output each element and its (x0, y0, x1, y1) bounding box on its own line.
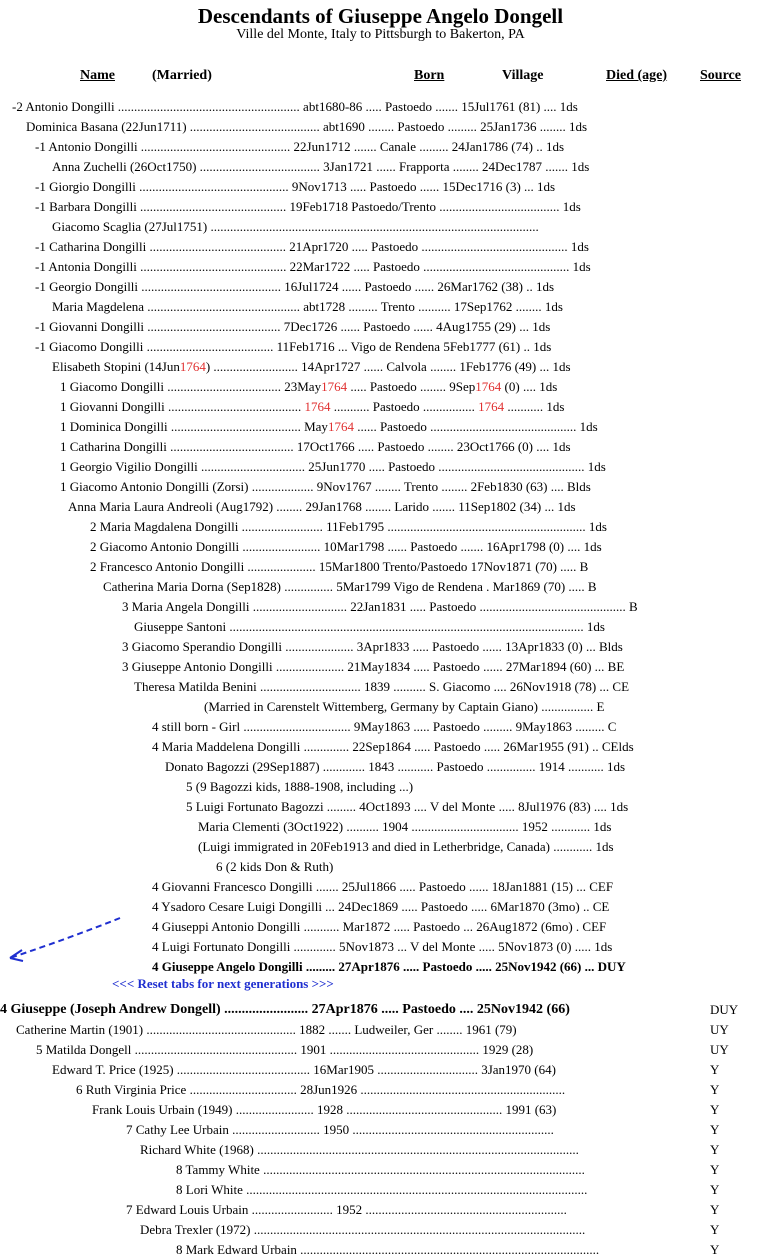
list-item: 2 Maria Magdalena Dongilli ......................... 11Feb1795 ............................................................. 1ds (90, 519, 607, 534)
source-cell: Y (710, 1162, 720, 1177)
header-married: (Married) (152, 68, 212, 83)
list-item: -1 Antonio Dongilli .............................................. 22Jun1712 ....... Canale ......... 24Jan1786 (74) .. 1ds (35, 139, 565, 154)
list-item: 4 still born - Girl ................................. 9May1863 ..... Pastoedo ......... 9May1863 ......... C (152, 719, 617, 734)
list-item: 1 Giacomo Antonio Dongilli (Zorsi) ................... 9Nov1767 ........ Trento ........ 2Feb1830 (63) .... Blds (60, 479, 591, 494)
header-name: Name (80, 68, 115, 83)
list-item: -1 Giovanni Dongilli ......................................... 7Dec1726 ...... Pastoedo ...... 4Aug1755 (29) ... 1ds (35, 319, 551, 334)
list-item: 1 Catharina Dongilli ...................................... 17Oct1766 ..... Pastoedo ........ 23Oct1766 (0) .... 1ds (60, 439, 571, 454)
list-item: -2 Antonio Dongilli ........................................................ abt1680-86 ..... Pastoedo ....... 15Jul1761 (81) .... 1ds (12, 99, 578, 114)
list-item: Elisabeth Stopini (14Jun1764) .......................... 14Apr1727 ...... Calvola ........ 1Feb1776 (49) ... 1ds (52, 359, 571, 374)
list-item: 8 Lori White ......................................................................................................... (176, 1182, 588, 1197)
list-item: Theresa Matilda Benini ............................... 1839 .......... S. Giacomo .... 26Nov1918 (78) ... CE (134, 679, 630, 694)
list-item: 1 Giacomo Dongilli ................................... 23May1764 ..... Pastoedo ........ 9Sep1764 (0) .... 1ds (60, 379, 558, 394)
list-item: 4 Luigi Fortunato Dongilli ............. 5Nov1873 ... V del Monte ..... 5Nov1873 (0) ..... 1ds (152, 939, 613, 954)
arrow-icon (0, 910, 140, 970)
source-cell: Y (710, 1142, 720, 1157)
list-item: -1 Catharina Dongilli .......................................... 21Apr1720 ..... Pastoedo ............................................. 1ds (35, 239, 589, 254)
list-item: 3 Giacomo Sperandio Dongilli ..................... 3Apr1833 ..... Pastoedo ...... 13Apr1833 (0) ... Blds (122, 639, 623, 654)
header-village: Village (502, 68, 544, 83)
list-item: 3 Giuseppe Antonio Dongilli ..................... 21May1834 ..... Pastoedo ...... 27Mar1894 (60) ... BE (122, 659, 625, 674)
list-item: Catherina Maria Dorna (Sep1828) ............... 5Mar1799 Vigo de Rendena . Mar1869 (70) ..... B (103, 579, 597, 594)
list-item: 6 Ruth Virginia Price ................................. 28Jun1926 ............................................................... (76, 1082, 566, 1097)
source-cell: Y (710, 1082, 720, 1097)
source-cell: Y (710, 1202, 720, 1217)
source-cell: UY (710, 1022, 729, 1037)
source-cell: DUY (710, 1002, 739, 1017)
list-item: Anna Maria Laura Andreoli (Aug1792) ........ 29Jan1768 ........ Larido ....... 11Sep1802 (34) ... 1ds (68, 499, 576, 514)
list-item: -1 Barbara Dongilli ............................................. 19Feb1718 Pastoedo/Trento ..................................... 1ds (35, 199, 581, 214)
list-item: 8 Tammy White ................................................................................................... (176, 1162, 585, 1177)
source-cell: Y (710, 1222, 720, 1237)
header-born: Born (414, 68, 445, 83)
reset-tabs-note: <<< Reset tabs for next generations >>> (112, 976, 334, 991)
list-item: 4 Giuseppe (Joseph Andrew Dongell) ........................ 27Apr1876 ..... Pastoedo .... 25Nov1942 (66) (0, 1002, 570, 1017)
list-item: 1 Giovanni Dongilli ......................................... 1764 ........... Pastoedo ................ 1764 ........... 1ds (60, 399, 565, 414)
list-item: Giacomo Scaglia (27Jul1751) ..................................................................................................... (52, 219, 539, 234)
list-item: Catherine Martin (1901) .............................................. 1882 ....... Ludweiler, Ger ........ 1961 (79) (16, 1022, 517, 1037)
list-item: 8 Mark Edward Urbain ............................................................................................ (176, 1242, 600, 1257)
source-cell: Y (710, 1102, 720, 1117)
list-item: 1 Dominica Dongilli ........................................ May1764 ...... Pastoedo ............................................. 1ds (60, 419, 598, 434)
list-item: 4 Giuseppe Angelo Dongilli ......... 27Apr1876 ..... Pastoedo ..... 25Nov1942 (66) ... DUY (152, 959, 626, 974)
list-item: 2 Giacomo Antonio Dongilli ........................ 10Mar1798 ...... Pastoedo ....... 16Apr1798 (0) .... 1ds (90, 539, 602, 554)
list-item: 4 Ysadoro Cesare Luigi Dongilli ... 24Dec1869 ..... Pastoedo ..... 6Mar1870 (3mo) .. CE (152, 899, 610, 914)
source-cell: UY (710, 1042, 729, 1057)
list-item: 7 Cathy Lee Urbain ........................... 1950 .............................................................. (126, 1122, 554, 1137)
list-item: -1 Antonia Dongilli ............................................. 22Mar1722 ..... Pastoedo ............................................. 1ds (35, 259, 591, 274)
list-item: -1 Giorgio Dongilli .............................................. 9Nov1713 ..... Pastoedo ...... 15Dec1716 (3) ... 1ds (35, 179, 556, 194)
list-item: Donato Bagozzi (29Sep1887) ............. 1843 ........... Pastoedo ............... 1914 ........... 1ds (165, 759, 626, 774)
source-cell: Y (710, 1182, 720, 1197)
list-item: Giuseppe Santoni ............................................................................................................. 1ds (134, 619, 605, 634)
list-item: 5 Luigi Fortunato Bagozzi ......... 4Oct1893 .... V del Monte ..... 8Jul1976 (83) .... 1ds (186, 799, 629, 814)
list-item: 4 Maria Maddelena Dongilli .............. 22Sep1864 ..... Pastoedo ..... 26Mar1955 (91) .. CElds (152, 739, 634, 754)
header-died: Died (age) (606, 68, 668, 83)
list-item: 4 Giovanni Francesco Dongilli ....... 25Jul1866 ..... Pastoedo ...... 18Jan1881 (15) ... CEF (152, 879, 614, 894)
list-item: Dominica Basana (22Jun1711) ........................................ abt1690 ........ Pastoedo ......... 25Jan1736 ........ 1ds (26, 119, 587, 134)
list-item: 4 Giuseppi Antonio Dongilli ........... Mar1872 ..... Pastoedo ... 26Aug1872 (6mo) . CEF (152, 919, 607, 934)
list-item: Maria Clementi (3Oct1922) .......... 1904 ................................. 1952 ............ 1ds (198, 819, 612, 834)
list-item: Frank Louis Urbain (1949) ........................ 1928 ................................................ 1991 (63) (92, 1102, 557, 1117)
list-item: Debra Trexler (1972) ...................................................................................................... (140, 1222, 586, 1237)
list-item: 7 Edward Louis Urbain ......................... 1952 .............................................................. (126, 1202, 567, 1217)
list-item: 3 Maria Angela Dongilli ............................. 22Jan1831 ..... Pastoedo ............................................. B (122, 599, 638, 614)
source-cell: Y (710, 1242, 720, 1257)
list-item: 6 (2 kids Don & Ruth) (216, 859, 334, 874)
header-source: Source (700, 68, 741, 83)
source-cell: Y (710, 1122, 720, 1137)
list-item: 2 Francesco Antonio Dongilli ..................... 15Mar1800 Trento/Pastoedo 17Nov1871 (70) ..... B (90, 559, 589, 574)
list-item: Edward T. Price (1925) ......................................... 16Mar1905 ............................... 3Jan1970 (64) (52, 1062, 556, 1077)
list-item: 5 Matilda Dongell .................................................. 1901 .............................................. 1929 (28) (36, 1042, 534, 1057)
list-item: Richard White (1968) ................................................................................................... (140, 1142, 579, 1157)
list-item: -1 Giacomo Dongilli ....................................... 11Feb1716 ... Vigo de Rendena 5Feb1777 (61) .. 1ds (35, 339, 552, 354)
list-item: (Luigi immigrated in 20Feb1913 and died in Letherbridge, Canada) ............ 1ds (198, 839, 614, 854)
source-cell: Y (710, 1062, 720, 1077)
list-item: Maria Magdelena ............................................... abt1728 ......... Trento .......... 17Sep1762 ........ 1ds (52, 299, 563, 314)
list-item: 1 Georgio Vigilio Dongilli ................................ 25Jun1770 ..... Pastoedo ............................................. 1ds (60, 459, 606, 474)
page-subtitle: Ville del Monte, Italy to Pittsburgh to Bakerton, PA (236, 27, 525, 42)
list-item: Anna Zuchelli (26Oct1750) ..................................... 3Jan1721 ...... Frapporta ........ 24Dec1787 ....... 1ds (52, 159, 590, 174)
list-item: 5 (9 Bagozzi kids, 1888-1908, including ...) (186, 779, 414, 794)
list-item: (Married in Carenstelt Wittemberg, Germany by Captain Giano) ................ E (204, 699, 605, 714)
page-title: Descendants of Giuseppe Angelo Dongell (197, 4, 564, 28)
list-item: -1 Georgio Dongilli ........................................... 16Jul1724 ...... Pastoedo ...... 26Mar1762 (38) .. 1ds (35, 279, 555, 294)
